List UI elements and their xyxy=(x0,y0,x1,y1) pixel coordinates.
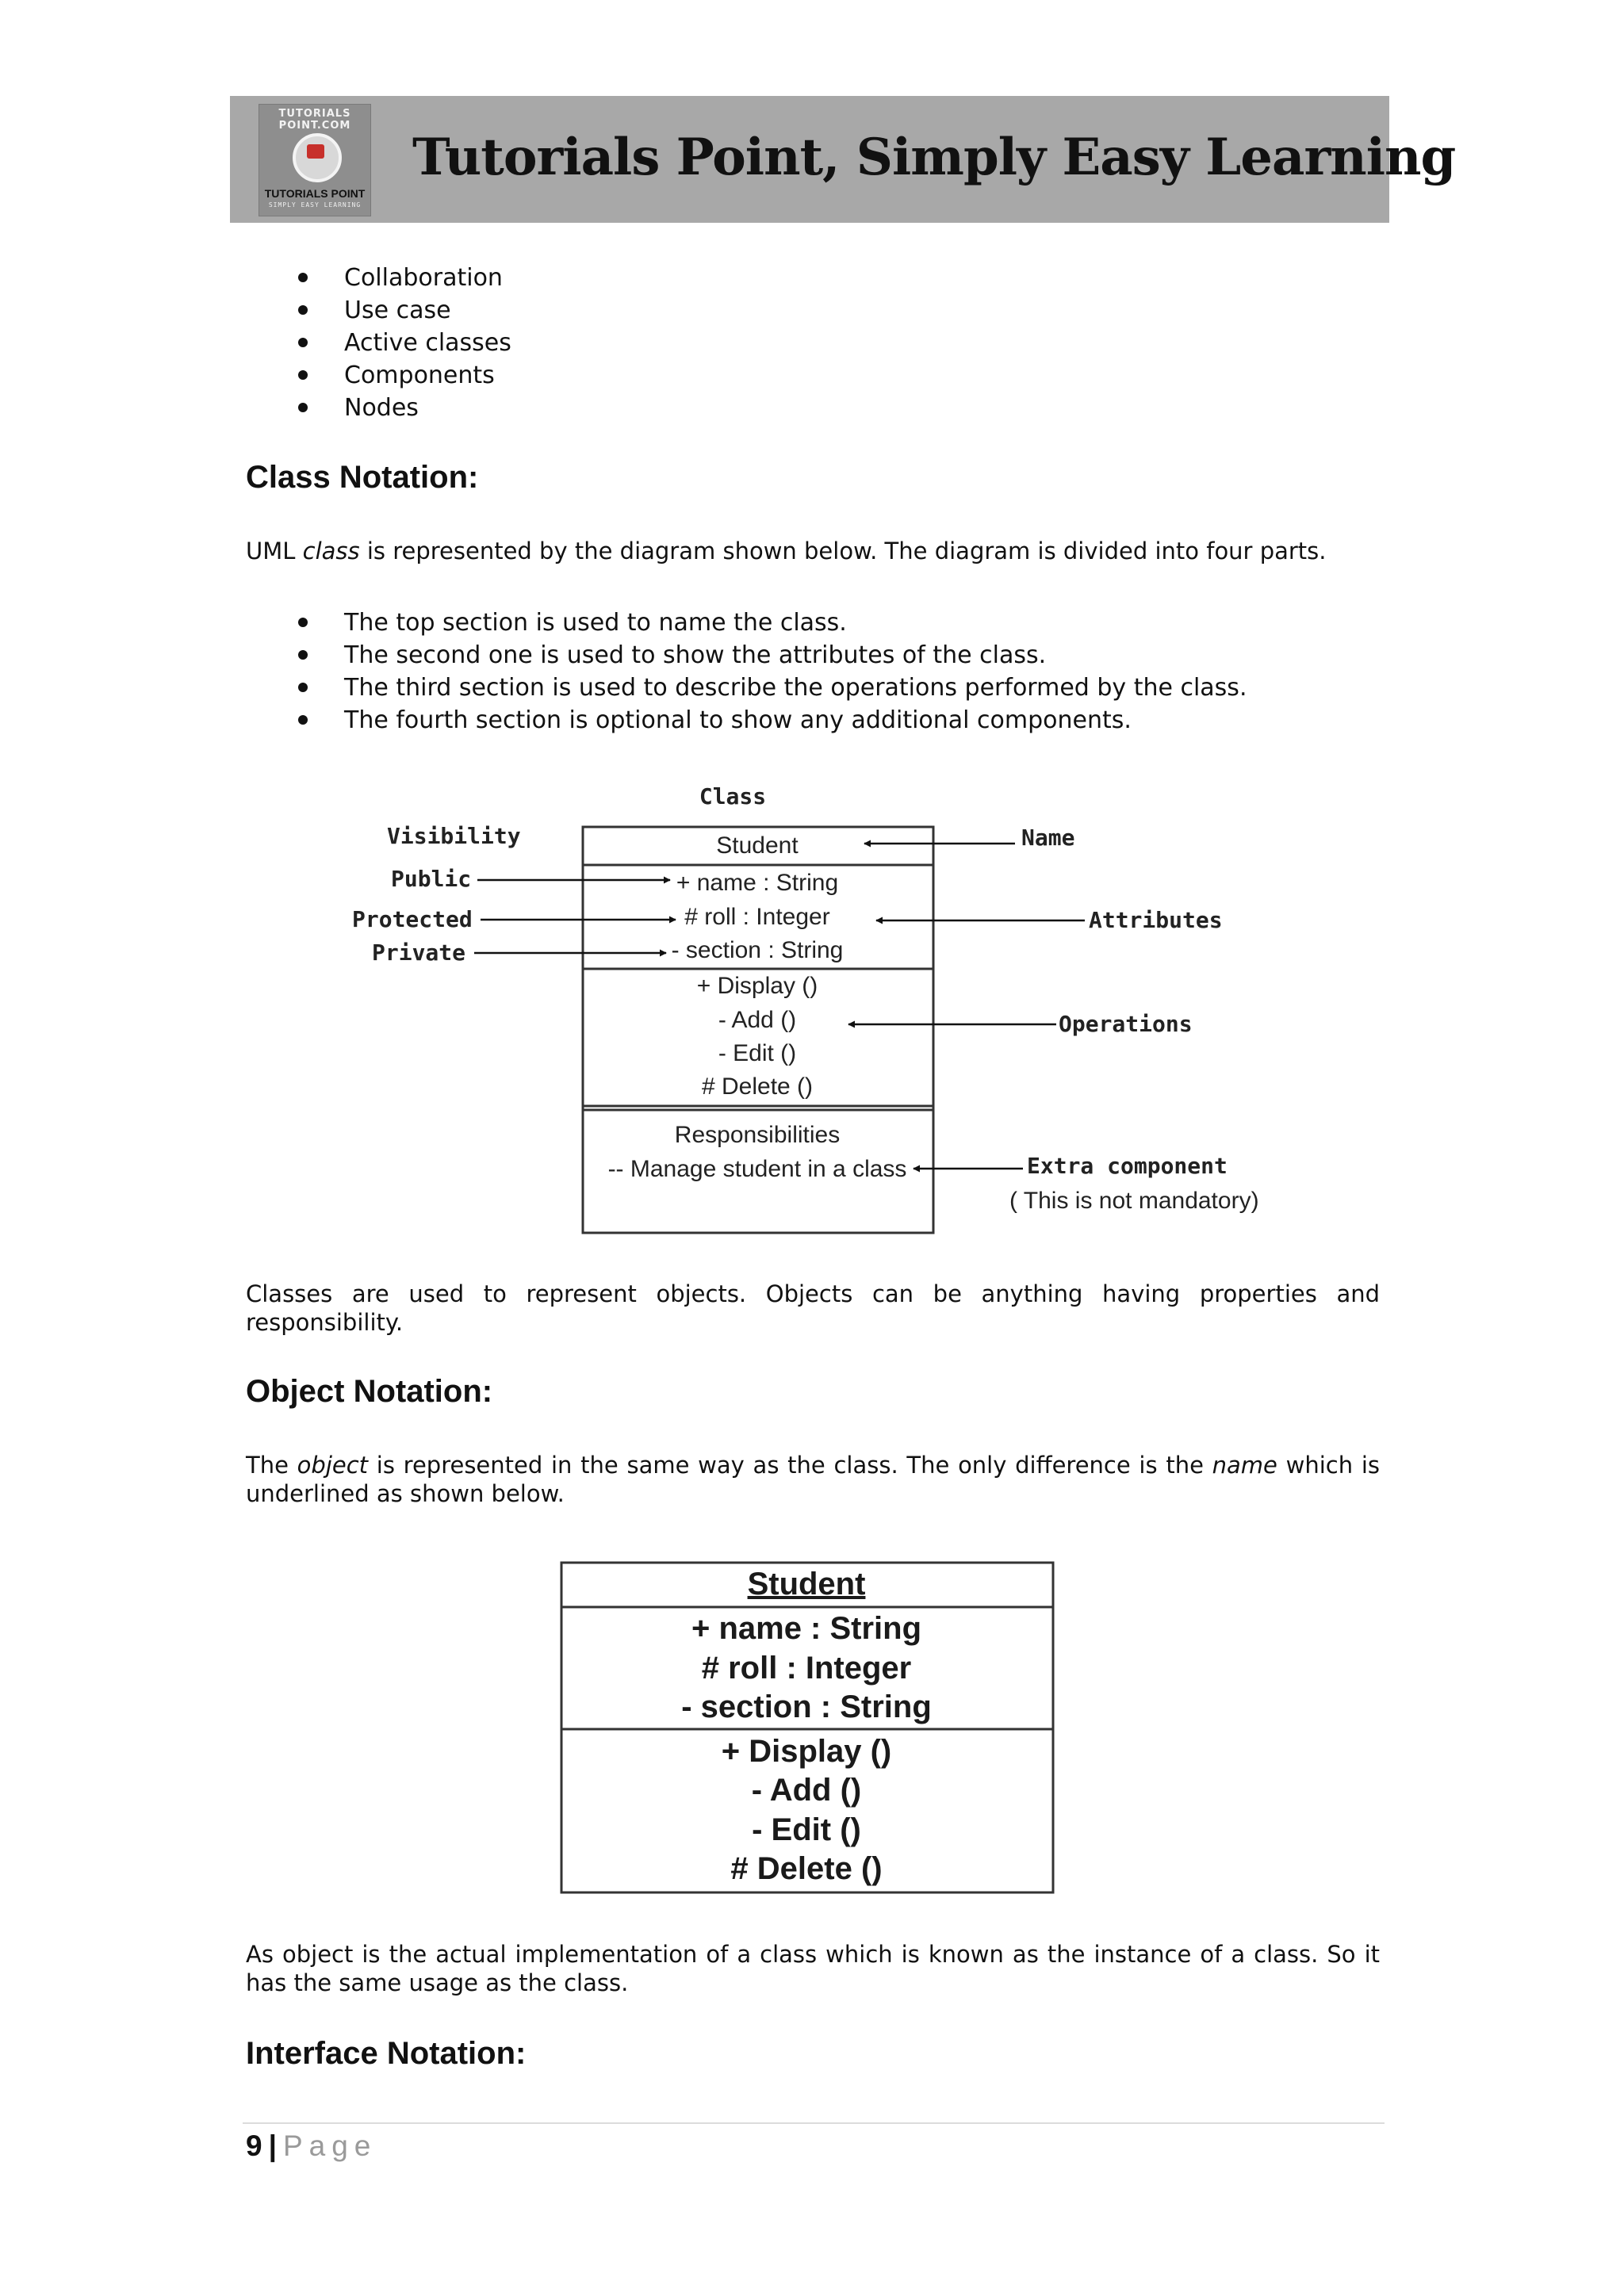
list-item: Use case xyxy=(293,294,511,327)
class-notation-intro: UML class is represented by the diagram shown below. The diagram is divided into four parts. xyxy=(246,538,1327,564)
list-item: The third section is used to describe the operations performed by the class. xyxy=(293,672,1247,704)
object-name: Student xyxy=(747,1567,866,1601)
operation-display: + Display () xyxy=(696,973,818,999)
list-item: Nodes xyxy=(293,392,511,424)
operation-add: - Add () xyxy=(718,1007,797,1033)
object-operation-display: + Display () xyxy=(721,1734,892,1769)
attribute-roll: # roll : Integer xyxy=(684,904,830,930)
page-label: Page xyxy=(282,2130,377,2162)
visibility-label: Visibility xyxy=(387,823,521,849)
footer-divider xyxy=(243,2122,1385,2124)
list-item: The second one is used to show the attributes of the class. xyxy=(293,639,1247,672)
object-notation-heading: Object Notation: xyxy=(246,1374,493,1409)
object-usage-paragraph: As object is the actual implementation of a class which is known as the instance of a class. So it has the same usage as the class. xyxy=(246,1941,1380,1996)
footer-separator: | xyxy=(268,2130,277,2162)
name-label: Name xyxy=(1021,825,1075,851)
attribute-section: - section : String xyxy=(671,937,844,963)
object-attribute-name: + name : String xyxy=(691,1611,922,1646)
extra-component-note: ( This is not mandatory) xyxy=(1009,1188,1259,1214)
logo-name: TUTORIALS POINT xyxy=(264,187,366,200)
attribute-name: + name : String xyxy=(676,870,839,896)
logo-tagline: SIMPLY EASY LEARNING xyxy=(268,201,362,209)
list-item: Active classes xyxy=(293,327,511,359)
page-number: 9 xyxy=(246,2130,262,2162)
object-operation-delete: # Delete () xyxy=(730,1851,883,1886)
attributes-label: Attributes xyxy=(1089,907,1223,933)
operation-delete: # Delete () xyxy=(701,1073,814,1100)
responsibilities-title: Responsibilities xyxy=(674,1122,841,1148)
list-item: Collaboration xyxy=(293,262,511,294)
interface-notation-heading: Interface Notation: xyxy=(246,2036,527,2071)
class-name: Student xyxy=(716,832,799,859)
logo-arc-text: TUTORIALS POINT.COM xyxy=(278,108,351,132)
object-operation-edit: - Edit () xyxy=(752,1812,861,1847)
operations-label: Operations xyxy=(1059,1011,1193,1037)
responsibility-text: -- Manage student in a class xyxy=(607,1156,907,1182)
public-label: Public xyxy=(391,866,472,892)
list-item: The fourth section is optional to show any additional components. xyxy=(293,704,1247,737)
operation-edit: - Edit () xyxy=(718,1040,797,1066)
object-operation-add: - Add () xyxy=(751,1773,862,1808)
protected-label: Protected xyxy=(352,906,473,932)
banner-title: Tutorials Point, Simply Easy Learning xyxy=(412,128,1456,187)
private-label: Private xyxy=(372,939,466,966)
extra-component-label: Extra component xyxy=(1027,1153,1228,1179)
list-item: The top section is used to name the class. xyxy=(293,607,1247,639)
object-notation-intro: The object is represented in the same way as the class. The only difference is the name which is underlined as shown below. xyxy=(246,1452,1381,1507)
class-notation-heading: Class Notation: xyxy=(246,460,479,495)
diagram-caption: Class xyxy=(699,783,767,809)
object-attribute-section: - section : String xyxy=(681,1689,932,1724)
object-attribute-roll: # roll : Integer xyxy=(701,1651,912,1686)
page-footer xyxy=(246,2130,377,2163)
classes-paragraph: Classes are used to represent objects. Objects can be anything having properties and responsibility. xyxy=(246,1280,1380,1336)
list-item: Components xyxy=(293,359,511,392)
